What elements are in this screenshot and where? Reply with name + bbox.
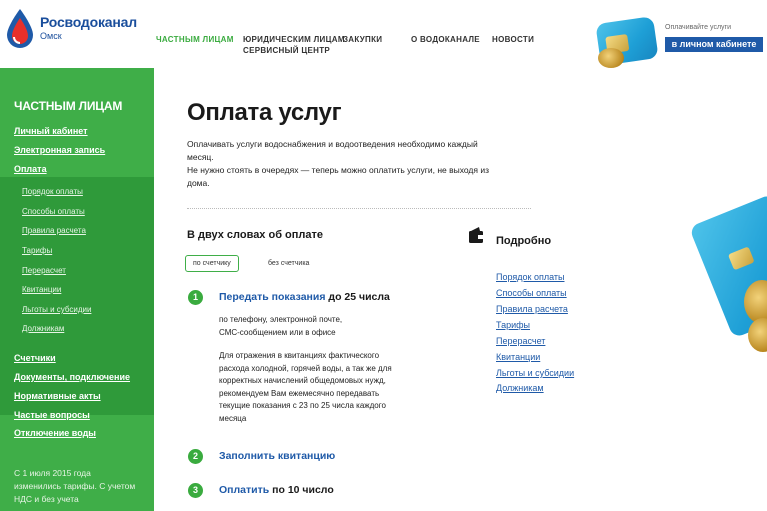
sidebar-subitem-payment-methods[interactable]: Способы оплаты [22, 207, 85, 216]
sidebar-item-documents[interactable]: Документы, подключение [14, 372, 131, 382]
card-chip-icon [728, 246, 755, 270]
details-title: Подробно [496, 235, 552, 247]
step-description [219, 314, 342, 339]
sidebar-subitem-calculation-rules[interactable]: Правила расчета [22, 226, 86, 235]
personal-account-hint: Оплачивайте услуги [665, 24, 731, 31]
step-line: СМС-сообщением или в офисе [219, 327, 336, 337]
step-number: 3 [188, 483, 203, 498]
step-title [219, 484, 334, 496]
details-link-benefits[interactable]: Льготы и субсидии [496, 368, 575, 378]
details-link-tariffs[interactable]: Тарифы [496, 320, 531, 330]
sidebar-item-faq[interactable]: Частые вопросы [14, 410, 90, 420]
step-title-highlight[interactable]: Оплатить [219, 484, 270, 496]
step-title [219, 291, 390, 303]
step-title [219, 450, 335, 462]
details-link-receipts[interactable]: Квитанции [496, 352, 541, 362]
step-title-rest: до 25 числа [328, 291, 390, 303]
sidebar-tariff-note: С 1 июля 2015 года изменились тарифы. С учетом НДС и без учета [14, 468, 136, 504]
sidebar-subitem-benefits[interactable]: Льготы и субсидии [22, 305, 92, 314]
intro-line: Оплачивать услуги водоснабжения и водоотведения необходимо каждый [187, 139, 478, 149]
sidebar-subitem-debtors[interactable]: Должникам [22, 324, 65, 333]
sidebar-item-payment[interactable]: Оплата [14, 164, 47, 174]
wallet-icon [468, 226, 484, 244]
sidebar-subitem-tariffs[interactable]: Тарифы [22, 246, 53, 255]
nav-service-center[interactable]: СЕРВИСНЫЙ ЦЕНТР [243, 46, 331, 55]
main-content [154, 68, 767, 511]
intro-text [187, 138, 547, 190]
site-header [0, 0, 767, 68]
tab-with-meter[interactable]: по счетчику [185, 255, 239, 272]
personal-account-button[interactable]: в личном кабинете [665, 37, 763, 52]
nav-legal-entities[interactable]: ЮРИДИЧЕСКИМ ЛИЦАМ [243, 35, 345, 44]
sidebar-subitem-receipts[interactable]: Квитанции [22, 285, 62, 294]
divider [187, 208, 531, 209]
details-link-recalculation[interactable]: Перерасчет [496, 336, 546, 346]
intro-line: Не нужно стоять в очередях — теперь можно оплатить услуги, не выходя из [187, 165, 490, 175]
sidebar-subitem-recalculation[interactable]: Перерасчет [22, 266, 66, 275]
sidebar-item-e-queue[interactable]: Электронная запись [14, 145, 106, 155]
step-title-highlight[interactable]: Передать показания [219, 291, 326, 303]
details-link-payment-methods[interactable]: Способы оплаты [496, 288, 567, 298]
page-title: Оплата услуг [187, 99, 342, 126]
nav-about[interactable]: О ВОДОКАНАЛЕ [411, 35, 480, 44]
step-title-highlight[interactable]: Заполнить квитанцию [219, 450, 336, 462]
step-line: Для отражения в квитанциях фактического [219, 351, 380, 360]
sidebar-item-personal-cabinet[interactable]: Личный кабинет [14, 126, 88, 136]
logo-city: Омск [40, 31, 62, 41]
sidebar-subitem-payment-order[interactable]: Порядок оплаты [22, 187, 83, 196]
nav-private-persons[interactable]: ЧАСТНЫМ ЛИЦАМ [156, 35, 234, 44]
step-line: корректных начислений общедомовых нужд, [219, 376, 386, 385]
nav-news[interactable]: НОВОСТИ [492, 35, 535, 44]
sidebar-item-water-outage[interactable]: Отключение воды [14, 428, 96, 438]
section-title: В двух словах об оплате [187, 229, 324, 241]
step-line: рекомендуем Вам ежемесячно передавать [219, 388, 380, 398]
step-line: по телефону, электронной почте, [219, 315, 343, 324]
sidebar-title: ЧАСТНЫМ ЛИЦАМ [14, 99, 123, 113]
step-title-rest: по 10 число [272, 484, 334, 496]
step-number: 2 [188, 449, 203, 464]
step-number: 1 [188, 290, 203, 305]
tab-without-meter[interactable]: без счетчика [268, 260, 310, 267]
details-link-payment-order[interactable]: Порядок оплаты [496, 272, 565, 282]
coin-image [598, 48, 624, 68]
step-line: месяца [219, 413, 247, 423]
step-note [219, 350, 392, 425]
details-link-debtors[interactable]: Должникам [496, 383, 544, 393]
step-line: расхода холодной, горячей воды, а так же для [219, 363, 392, 373]
sidebar-item-meters[interactable]: Счетчики [14, 353, 56, 363]
nav-purchases[interactable]: ЗАКУПКИ [343, 35, 383, 44]
details-link-calculation-rules[interactable]: Правила расчета [496, 304, 568, 314]
water-drop-icon[interactable] [4, 8, 36, 50]
intro-line: месяц. [187, 152, 214, 162]
logo-name[interactable]: Росводоканал [40, 14, 137, 30]
step-line: текущие показания с 23 по 25 числа каждого [219, 401, 386, 410]
intro-line: дома. [187, 178, 210, 188]
sidebar-item-regulations[interactable]: Нормативные акты [14, 391, 101, 401]
